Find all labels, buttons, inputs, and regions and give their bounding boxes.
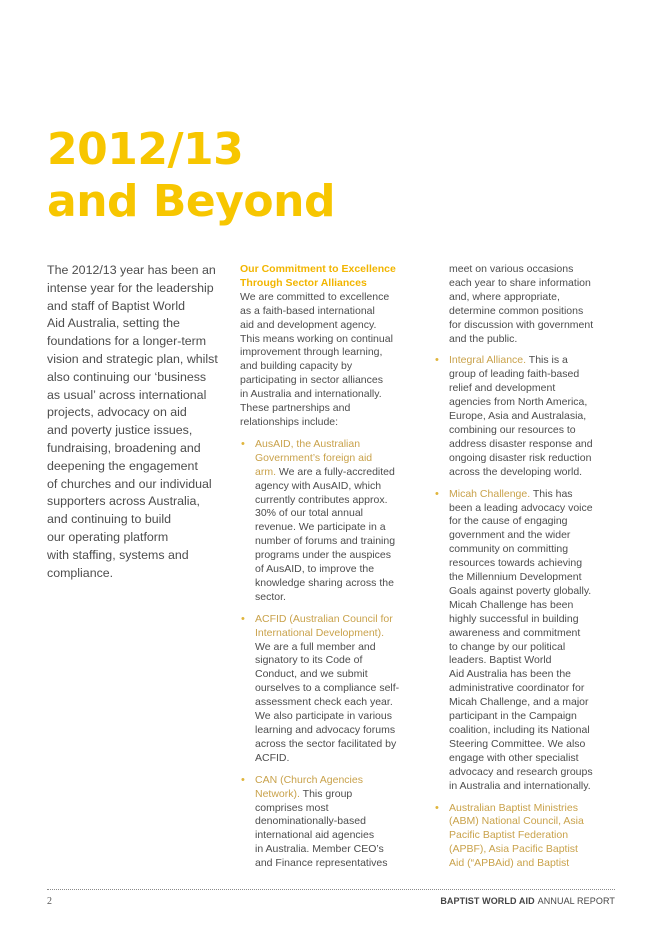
alliance-description: We are a fully-accredited agency with AusAID, which currently contributes approx. 30% of our total annual revenue. We participate in a number of forums and training programs under the auspices of AusAID, to improve the knowledge sharing across the sector. bbox=[255, 465, 396, 603]
alliance-name: Micah Challenge. bbox=[449, 487, 531, 500]
alliance-item-acfid bbox=[240, 613, 422, 766]
alliance-description: This has been a leading advocacy voice for the cause of engaging government and the wider community on committing resources towards achieving the Millennium Development Goals against poverty globally. Micah Challenge has been highly successful in building awareness and commitment to change by our political leaders. Baptist World Aid Australia has been the administrative coordinator for Micah Challenge, and a major participant in the Campaign coalition, including its National Steering Committee. We also engage with other specialist advocacy and research groups in Australia and internationally. bbox=[449, 487, 593, 792]
intro-paragraph: The 2012/13 year has been an intense year for the leadership and staff of Baptist World Aid Australia, setting the foundations for a longer-term vision and strategic plan, whilst also continuing our ‘business as usual’ across international projects, advocacy on aid and poverty justice issues, fundraising, broadening and deepening the engagement of churches and our individual supporters across Australia, and continuing to build our operating platform with staffing, systems and compliance. bbox=[47, 263, 218, 580]
footer-title bbox=[440, 896, 615, 906]
alliance-item-ausaid bbox=[240, 438, 422, 605]
section-heading: Our Commitment to Excellence Through Sector Alliances bbox=[240, 263, 396, 289]
commitment-paragraph: We are committed to excellence as a faith-based international aid and development agency. This means working on continual improvement through learning, and building capacity by participating in sector alliances in Australia and internationally. These partnerships and relationships include: bbox=[240, 290, 393, 428]
footer-divider bbox=[47, 889, 615, 890]
alliance-item-abm bbox=[434, 802, 620, 872]
alliance-item-integral bbox=[434, 354, 620, 479]
footer-org: BAPTIST WORLD AID bbox=[440, 896, 535, 906]
alliance-name: Australian Baptist Ministries (ABM) National Council, Asia Pacific Baptist Federation (APBF), Asia Pacific Baptist Aid (“APBAid) and Baptist bbox=[449, 801, 584, 870]
alliance-list-continued bbox=[434, 354, 620, 871]
page-number: 2 bbox=[47, 896, 52, 907]
title-line-2: and Beyond bbox=[47, 176, 335, 227]
continued-paragraph: meet on various occasions each year to share information and, where appropriate, determine common positions for discussion with government and the public. bbox=[449, 263, 594, 345]
alliance-name: ACFID (Australian Council for International Development). bbox=[255, 612, 393, 639]
alliance-description: We are a full member and signatory to its Code of Conduct, and we submit ourselves to a compliance self- assessment check each year. We also participate in various learning and advocacy forums across the sector facilitated by ACFID. bbox=[255, 640, 400, 764]
intro-column bbox=[47, 262, 232, 582]
alliance-name: CAN (Church Agencies Network). bbox=[255, 773, 363, 800]
alliance-name: Integral Alliance. bbox=[449, 354, 527, 367]
alliance-name: AusAID, the Australian Government’s foreign aid arm. bbox=[255, 437, 373, 478]
alliance-item-can bbox=[240, 774, 422, 871]
page-title bbox=[47, 124, 335, 228]
footer-report: ANNUAL REPORT bbox=[537, 896, 615, 906]
right-column bbox=[434, 263, 620, 871]
alliance-description: This is a group of leading faith-based relief and development agencies from North America, Europe, Asia and Australasia, combining our resources to address disaster response and ongoing disaster risk reduction across the developing world. bbox=[449, 354, 593, 478]
alliance-description: This group comprises most denominationally-based international aid agencies in Australia. Member CEO’s and Finance representatives bbox=[255, 787, 388, 870]
alliance-item-micah bbox=[434, 488, 620, 794]
alliance-list bbox=[240, 438, 422, 871]
middle-column bbox=[240, 263, 422, 871]
title-line-1: 2012/13 bbox=[47, 124, 244, 175]
